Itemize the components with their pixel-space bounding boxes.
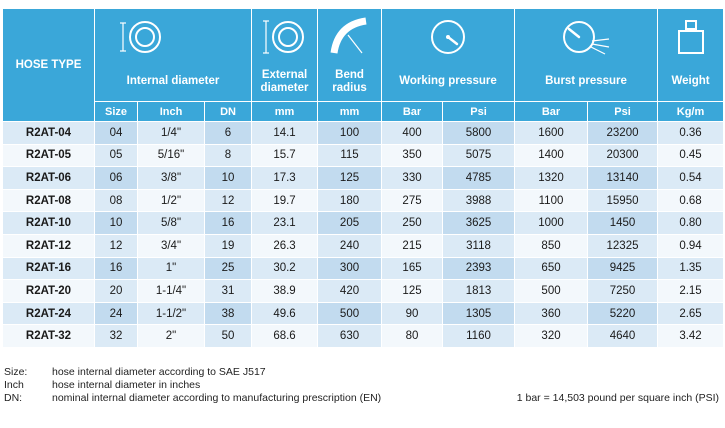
- cell-dn: 31: [205, 280, 252, 303]
- cell-kgm: 2.15: [658, 280, 724, 303]
- col-dn: DN: [205, 102, 252, 122]
- cell-bp-bar: 850: [515, 234, 588, 257]
- cell-bend-mm: 115: [318, 144, 382, 167]
- col-kgm: Kg/m: [658, 102, 724, 122]
- cell-bend-mm: 240: [318, 234, 382, 257]
- cell-bp-psi: 5220: [588, 302, 658, 325]
- cell-bp-psi: 9425: [588, 257, 658, 280]
- working-pressure-header: Working pressure: [382, 9, 515, 102]
- cell-wp-bar: 250: [382, 212, 443, 235]
- cell-dn: 38: [205, 302, 252, 325]
- cell-wp-psi: 1813: [443, 280, 515, 303]
- note-inch: Inch hose internal diameter in inches: [4, 379, 201, 391]
- cell-type: R2AT-08: [3, 189, 95, 212]
- cell-wp-bar: 400: [382, 122, 443, 145]
- cell-size: 04: [95, 122, 138, 145]
- cell-bend-mm: 205: [318, 212, 382, 235]
- cell-bend-mm: 300: [318, 257, 382, 280]
- cell-kgm: 0.68: [658, 189, 724, 212]
- cell-size: 05: [95, 144, 138, 167]
- cell-bp-bar: 320: [515, 325, 588, 348]
- cell-dn: 10: [205, 167, 252, 190]
- col-bend-mm: mm: [318, 102, 382, 122]
- cell-ext-mm: 15.7: [252, 144, 318, 167]
- table-row: [3, 122, 724, 145]
- cell-ext-mm: 49.6: [252, 302, 318, 325]
- cell-size: 06: [95, 167, 138, 190]
- cell-type: R2AT-04: [3, 122, 95, 145]
- cell-wp-bar: 125: [382, 280, 443, 303]
- cell-size: 16: [95, 257, 138, 280]
- cell-bend-mm: 630: [318, 325, 382, 348]
- cell-wp-bar: 80: [382, 325, 443, 348]
- cell-kgm: 0.80: [658, 212, 724, 235]
- cell-size: 24: [95, 302, 138, 325]
- col-ext-mm: mm: [252, 102, 318, 122]
- table-row: [3, 144, 724, 167]
- cell-type: R2AT-12: [3, 234, 95, 257]
- cell-wp-bar: 90: [382, 302, 443, 325]
- cell-wp-psi: 4785: [443, 167, 515, 190]
- cell-bp-psi: 7250: [588, 280, 658, 303]
- cell-ext-mm: 26.3: [252, 234, 318, 257]
- internal-diameter-header: Internal diameter: [95, 9, 252, 102]
- cell-wp-bar: 165: [382, 257, 443, 280]
- cell-inch: 5/16": [138, 144, 205, 167]
- cell-kgm: 1.35: [658, 257, 724, 280]
- cell-bp-psi: 1450: [588, 212, 658, 235]
- cell-type: R2AT-10: [3, 212, 95, 235]
- cell-wp-bar: 275: [382, 189, 443, 212]
- col-inch: Inch: [138, 102, 205, 122]
- cell-ext-mm: 68.6: [252, 325, 318, 348]
- cell-type: R2AT-24: [3, 302, 95, 325]
- internal-diameter-icon: [117, 17, 167, 57]
- bend-radius-header: Bend radius: [318, 9, 382, 102]
- col-wp-bar: Bar: [382, 102, 443, 122]
- hose-type-header: HOSE TYPE: [3, 9, 95, 122]
- weight-header: Weight: [658, 9, 724, 102]
- cell-bend-mm: 125: [318, 167, 382, 190]
- unit-conversion: 1 bar = 14,503 pound per square inch (PSI): [516, 392, 719, 404]
- cell-bp-bar: 650: [515, 257, 588, 280]
- cell-wp-bar: 215: [382, 234, 443, 257]
- cell-bp-bar: 360: [515, 302, 588, 325]
- cell-kgm: 0.45: [658, 144, 724, 167]
- cell-bp-psi: 4640: [588, 325, 658, 348]
- cell-dn: 25: [205, 257, 252, 280]
- cell-ext-mm: 17.3: [252, 167, 318, 190]
- cell-wp-bar: 350: [382, 144, 443, 167]
- weight-icon: [674, 17, 708, 57]
- cell-kgm: 0.54: [658, 167, 724, 190]
- cell-kgm: 3.42: [658, 325, 724, 348]
- hose-spec-table: [2, 8, 724, 348]
- cell-inch: 3/8": [138, 167, 205, 190]
- cell-bend-mm: 420: [318, 280, 382, 303]
- cell-ext-mm: 23.1: [252, 212, 318, 235]
- cell-dn: 50: [205, 325, 252, 348]
- cell-wp-bar: 330: [382, 167, 443, 190]
- table-row: [3, 167, 724, 190]
- cell-wp-psi: 3988: [443, 189, 515, 212]
- cell-wp-psi: 5075: [443, 144, 515, 167]
- cell-kgm: 2.65: [658, 302, 724, 325]
- cell-type: R2AT-06: [3, 167, 95, 190]
- cell-wp-psi: 3625: [443, 212, 515, 235]
- burst-gauge-icon: [559, 17, 613, 57]
- cell-ext-mm: 30.2: [252, 257, 318, 280]
- cell-bp-bar: 1600: [515, 122, 588, 145]
- cell-bp-psi: 12325: [588, 234, 658, 257]
- cell-bp-bar: 500: [515, 280, 588, 303]
- cell-bp-psi: 20300: [588, 144, 658, 167]
- cell-size: 20: [95, 280, 138, 303]
- cell-inch: 1/4": [138, 122, 205, 145]
- note-dn: DN: nominal internal diameter according to manufacturing prescription (EN): [4, 392, 382, 404]
- pressure-gauge-icon: [428, 17, 468, 57]
- cell-dn: 16: [205, 212, 252, 235]
- bend-radius-icon: [328, 17, 372, 57]
- cell-ext-mm: 14.1: [252, 122, 318, 145]
- cell-bp-bar: 1320: [515, 167, 588, 190]
- cell-ext-mm: 38.9: [252, 280, 318, 303]
- table-row: [3, 189, 724, 212]
- cell-ext-mm: 19.7: [252, 189, 318, 212]
- cell-inch: 1": [138, 257, 205, 280]
- table-row: [3, 234, 724, 257]
- external-diameter-icon: [260, 17, 310, 57]
- cell-inch: 1-1/2": [138, 302, 205, 325]
- cell-bp-psi: 13140: [588, 167, 658, 190]
- cell-size: 08: [95, 189, 138, 212]
- cell-inch: 2": [138, 325, 205, 348]
- col-wp-psi: Psi: [443, 102, 515, 122]
- cell-wp-psi: 1160: [443, 325, 515, 348]
- burst-pressure-header: Burst pressure: [515, 9, 658, 102]
- note-size: Size: hose internal diameter according to SAE J517: [4, 366, 266, 378]
- cell-bp-psi: 15950: [588, 189, 658, 212]
- cell-dn: 6: [205, 122, 252, 145]
- cell-bp-bar: 1100: [515, 189, 588, 212]
- table-row: [3, 325, 724, 348]
- cell-bend-mm: 500: [318, 302, 382, 325]
- table-row: [3, 280, 724, 303]
- external-diameter-header: External diameter: [252, 9, 318, 102]
- cell-dn: 12: [205, 189, 252, 212]
- footnotes: [4, 366, 381, 405]
- col-bp-bar: Bar: [515, 102, 588, 122]
- cell-wp-psi: 5800: [443, 122, 515, 145]
- table-row: [3, 257, 724, 280]
- cell-bp-bar: 1000: [515, 212, 588, 235]
- cell-inch: 1/2": [138, 189, 205, 212]
- cell-bend-mm: 100: [318, 122, 382, 145]
- cell-bp-bar: 1400: [515, 144, 588, 167]
- cell-dn: 8: [205, 144, 252, 167]
- cell-type: R2AT-05: [3, 144, 95, 167]
- cell-bp-psi: 23200: [588, 122, 658, 145]
- cell-kgm: 0.36: [658, 122, 724, 145]
- cell-inch: 1-1/4": [138, 280, 205, 303]
- cell-type: R2AT-32: [3, 325, 95, 348]
- cell-inch: 5/8": [138, 212, 205, 235]
- cell-inch: 3/4": [138, 234, 205, 257]
- cell-type: R2AT-16: [3, 257, 95, 280]
- col-bp-psi: Psi: [588, 102, 658, 122]
- table-row: [3, 212, 724, 235]
- cell-wp-psi: 1305: [443, 302, 515, 325]
- table-row: [3, 302, 724, 325]
- cell-wp-psi: 3118: [443, 234, 515, 257]
- cell-kgm: 0.94: [658, 234, 724, 257]
- col-size: Size: [95, 102, 138, 122]
- cell-dn: 19: [205, 234, 252, 257]
- cell-bend-mm: 180: [318, 189, 382, 212]
- cell-size: 10: [95, 212, 138, 235]
- cell-size: 12: [95, 234, 138, 257]
- cell-type: R2AT-20: [3, 280, 95, 303]
- cell-size: 32: [95, 325, 138, 348]
- cell-wp-psi: 2393: [443, 257, 515, 280]
